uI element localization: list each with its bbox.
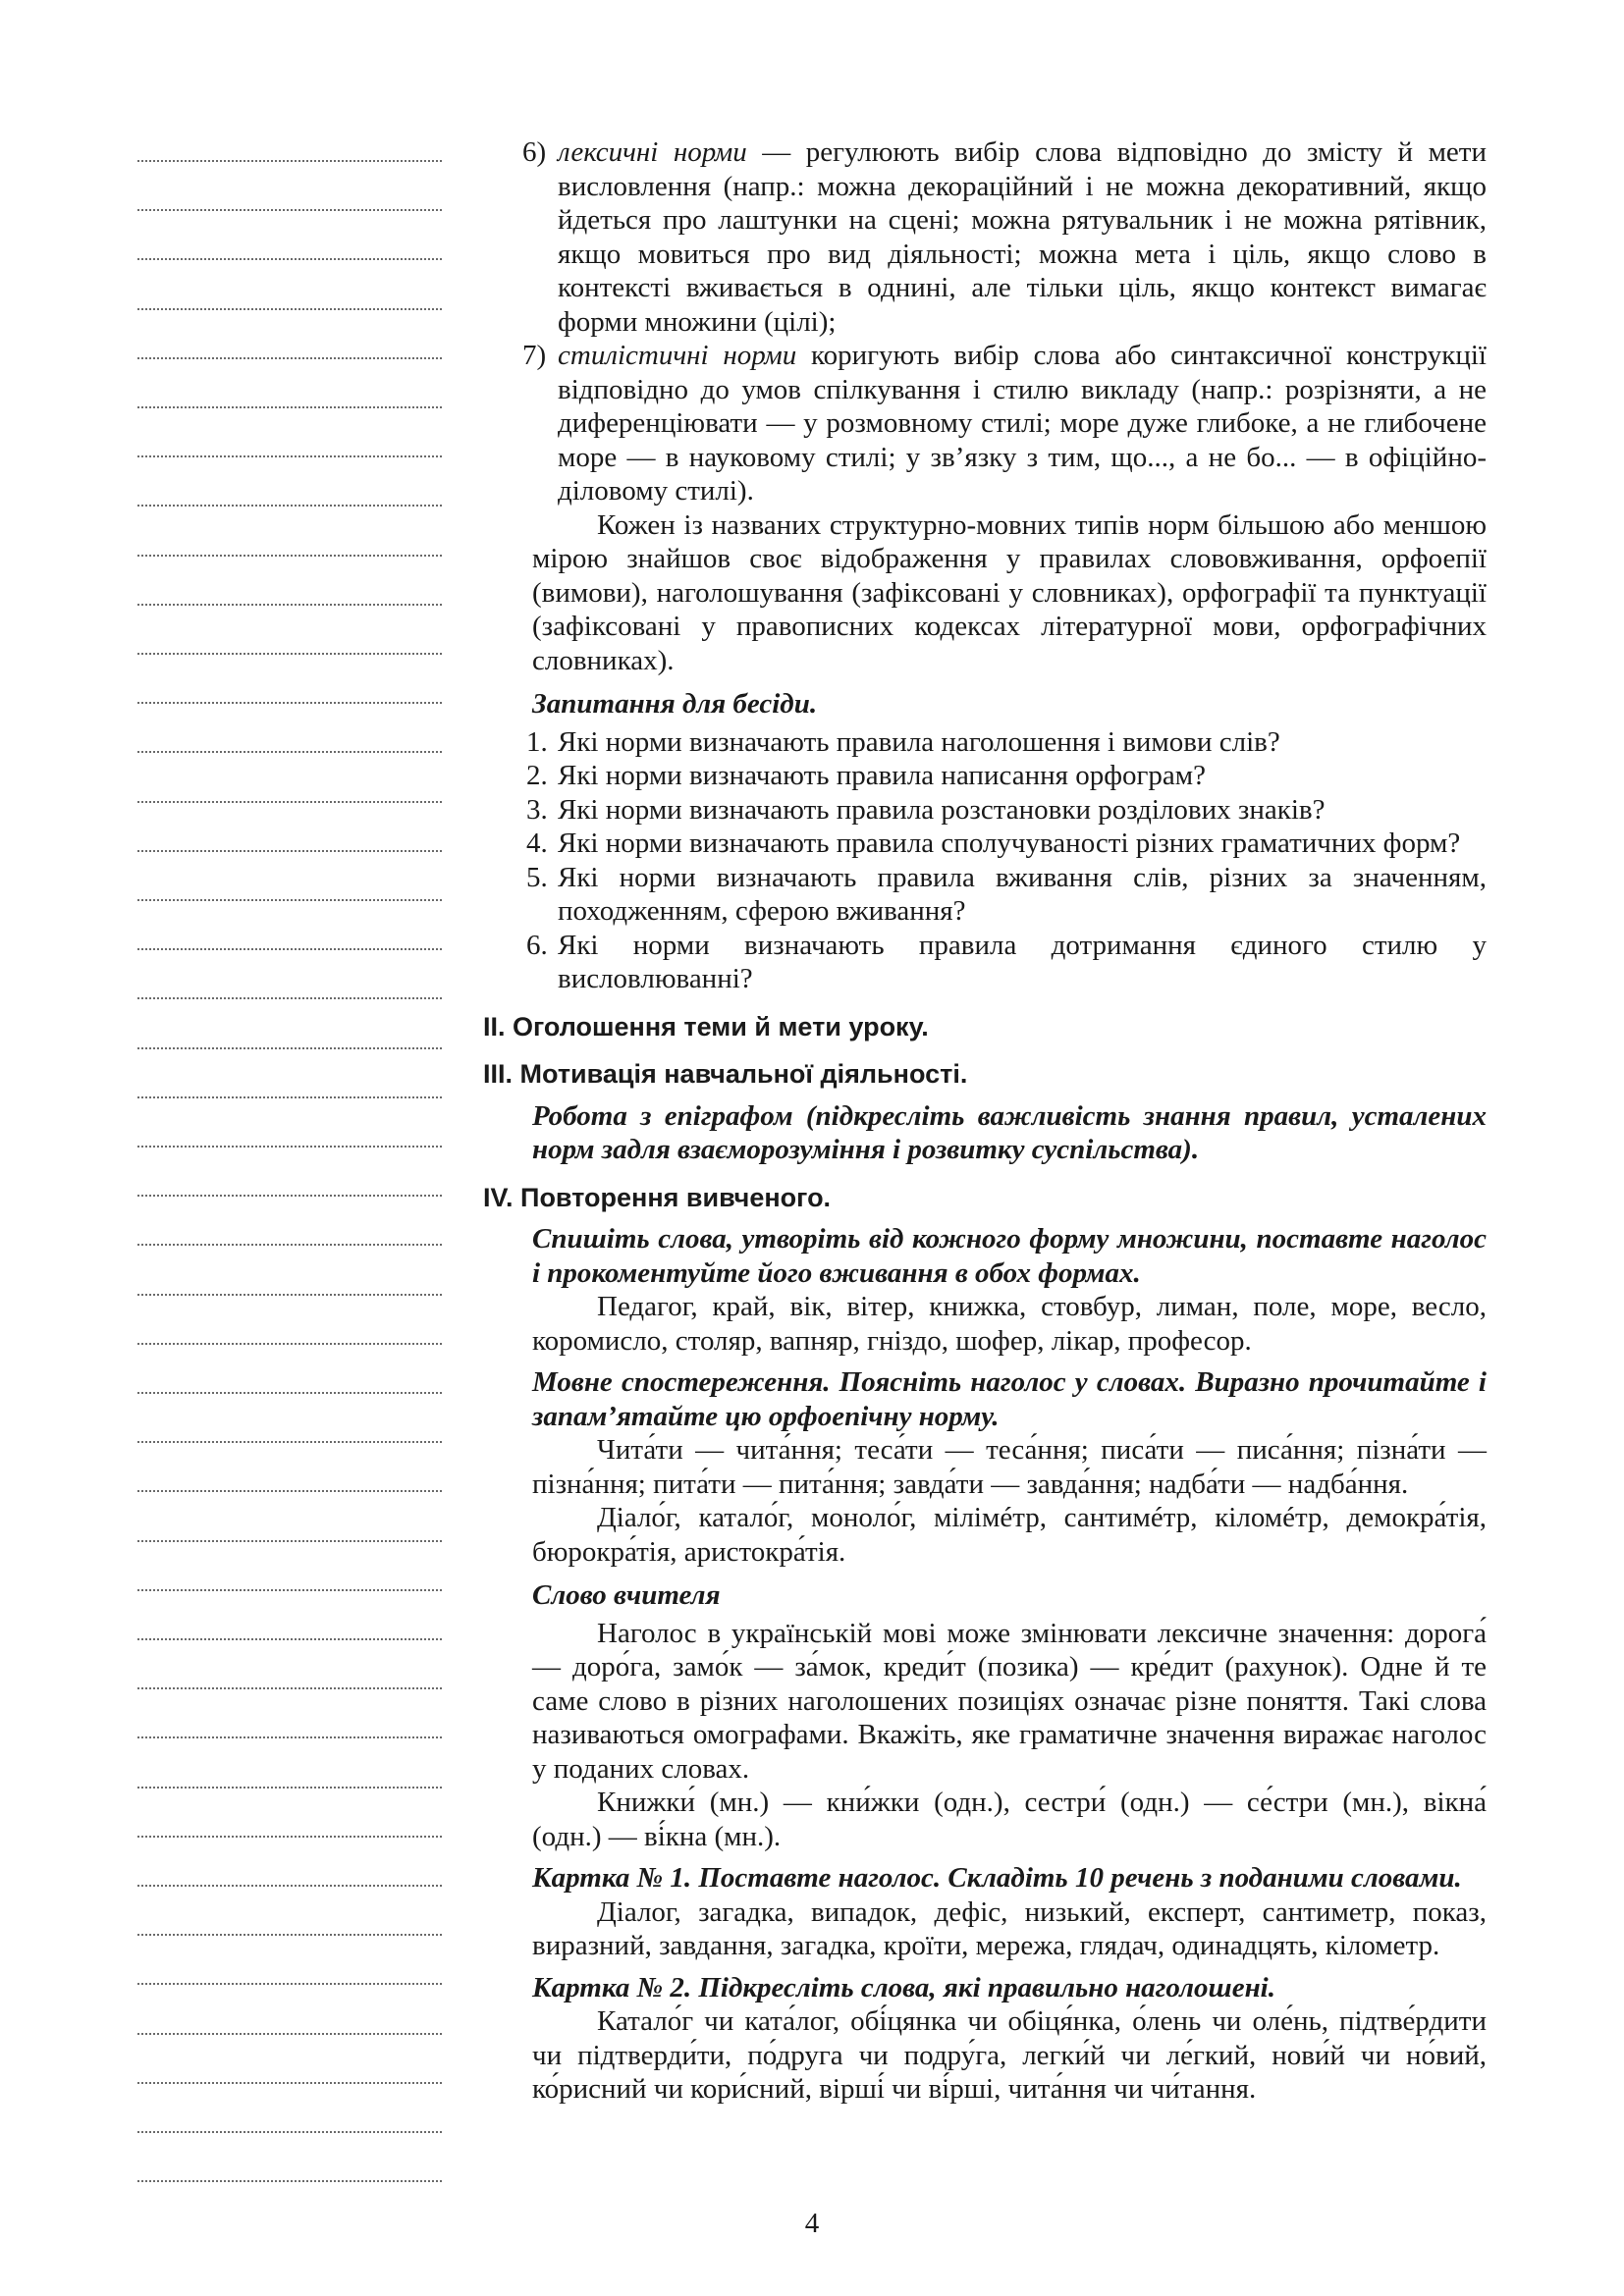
observation-line-1: Чита́ти — чита́ння; теса́ти — теса́ння; писа́ти — писа́ння; пізна́ти — пізна́ння; пита́ти — пита́ння; завда́ти — завда́ння; надба́ти — надба́ння.: [532, 1434, 1487, 1500]
norm-term: стилістичні норми: [558, 340, 797, 371]
question-item: [483, 725, 1487, 760]
question-text: Які норми визначають правила наголошення і вимови слів?: [558, 725, 1280, 758]
note-line: [137, 653, 442, 655]
teacher-examples: Книжки́ (мн.) — кни́жки (одн.), сестри́ (одн.) — се́стри (мн.), вікна́ (одн.) — ві́кна (мн.).: [532, 1787, 1487, 1852]
note-line: [137, 2033, 442, 2035]
questions-list: [483, 725, 1487, 996]
note-line: [137, 1540, 442, 1542]
note-line: [137, 1047, 442, 1049]
note-line: [137, 1836, 442, 1838]
note-line: [137, 1736, 442, 1738]
note-line: [137, 1294, 442, 1296]
note-line: [137, 1490, 442, 1492]
note-line: [137, 1983, 442, 1985]
note-line: [137, 2131, 442, 2133]
note-line: [137, 357, 442, 359]
note-line: [137, 1244, 442, 1246]
note-line: [137, 1146, 442, 1148]
summary-paragraph: Кожен із названих структурно-мовних типів норм більшою або меншою мірою знайшов своє відображення у правилах слововживання, орфоепії (вимови), наголошування (зафіксовані у словниках), орфографії та пунктуації (зафіксовані у правописних кодексах літературної мови, орфографічних словниках).: [532, 508, 1487, 676]
note-line: [137, 948, 442, 950]
note-line: [137, 555, 442, 557]
page-content: [483, 135, 1487, 2107]
note-line: [137, 2180, 442, 2182]
question-number: 1.: [526, 725, 548, 758]
question-number: 6.: [526, 929, 548, 961]
note-line: [137, 455, 442, 457]
observation-line-2: Діало́г, катало́г, моноло́г, мілімéтр, сантимéтр, кіломéтр, демокра́тія, бюрокра́тія, аристокра́тія.: [532, 1502, 1487, 1568]
note-line: [137, 209, 442, 211]
note-line: [137, 1441, 442, 1443]
note-line: [137, 850, 442, 852]
note-line: [137, 1589, 442, 1591]
note-line: [137, 1787, 442, 1789]
norm-number: 6): [522, 136, 547, 168]
note-line: [137, 604, 442, 606]
question-item: [483, 827, 1487, 861]
note-line: [137, 1195, 442, 1197]
words-plural: Педагог, край, вік, вітер, книжка, стовбур, лиман, поле, море, весло, коромисло, столяр, вапняр, гніздо, шофер, лікар, професор.: [532, 1291, 1487, 1357]
question-text: Які норми визначають правила дотримання єдиного стилю у висловлюванні?: [558, 929, 1487, 994]
note-line: [137, 258, 442, 260]
question-number: 3.: [526, 793, 548, 826]
norm-item-6: [483, 135, 1487, 339]
question-number: 4.: [526, 828, 548, 859]
question-text: Які норми визначають правила сполучуваності різних граматичних форм?: [558, 828, 1461, 859]
norm-item-7: [483, 339, 1487, 508]
question-text: Які норми визначають правила вживання слів, різних за значенням, походженням, сферою вживання?: [558, 861, 1487, 927]
note-line: [137, 308, 442, 310]
norm-text: — регулюють вибір слова відповідно до змісту й мети висловлення (напр.: можна декораційний і не можна декоративний, якщо йдеться про лаштунки на сцені; можна рятувальник і не можна рятівник, якщо мовиться про вид діяльності; можна мета і ціль, якщо слово в контексті вживається в однині, але тільки ціль, якщо контекст вимагає форми множини (цілі);: [558, 136, 1487, 338]
task-observation: Мовне спостереження. Поясніть наголос у словах. Виразно прочитайте і запам’ятайте цю орфоепічну норму.: [532, 1366, 1487, 1432]
teacher-heading: Слово вчителя: [532, 1579, 721, 1611]
question-text: Які норми визначають правила розстановки розділових знаків?: [558, 793, 1326, 826]
card1-words: Діалог, загадка, випадок, дефіс, низький, експерт, сантиметр, показ, виразний, завдання, загадка, кроїти, мережа, глядач, одинадцять, кілометр.: [532, 1896, 1487, 1961]
card2-words: Катало́г чи ката́лог, обі́цянка чи обіця́нка, о́лень чи оле́нь, підтве́рдити чи підтверди́ти, по́друга чи подру́га, легки́й чи ле́гкий, нови́й чи но́вий, ко́рисний чи кори́сний, вірші́ чи ві́рші, чита́ння чи чи́тання.: [532, 2005, 1487, 2105]
norm-term: лексичні норми: [558, 136, 747, 168]
note-line: [137, 899, 442, 901]
note-line: [137, 505, 442, 507]
note-line: [137, 1687, 442, 1689]
page-number: 4: [804, 2208, 820, 2239]
question-number: 5.: [526, 861, 548, 893]
note-line: [137, 997, 442, 999]
note-line: [137, 1343, 442, 1345]
question-item: [483, 861, 1487, 929]
note-line: [137, 1885, 442, 1887]
note-line: [137, 406, 442, 408]
question-text: Які норми визначають правила написання орфограм?: [558, 760, 1206, 791]
questions-heading: Запитання для бесіди.: [532, 688, 818, 720]
note-line: [137, 801, 442, 803]
margin-note-lines: [137, 0, 442, 2296]
task-plural: Спишіть слова, утворіть від кожного форму множини, поставте наголос і прокоментуйте його вживання в обох формах.: [532, 1223, 1487, 1289]
task-epigraph: Робота з епіграфом (підкресліть важливість знання правил, усталених норм задля взаєморозуміння і розвитку суспільства).: [532, 1099, 1487, 1165]
note-line: [137, 1096, 442, 1098]
section-heading-4: IV. Повторення вивченого.: [483, 1182, 832, 1212]
question-number: 2.: [526, 760, 548, 791]
norm-text: коригують вибір слова або синтаксичної конструкції відповідно до умов спілкування і стилю викладу (напр.: розрізняти, а не диференціювати — у розмовному стилі; море дуже глибоке, а не глибочене море — в науковому стилі; у зв’язку з тим, що..., а не бо... — в офіційно-діловому стилі).: [558, 340, 1487, 507]
note-line: [137, 751, 442, 753]
question-item: [483, 929, 1487, 996]
note-line: [137, 702, 442, 704]
note-line: [137, 2082, 442, 2084]
question-item: [483, 759, 1487, 793]
note-line: [137, 160, 442, 162]
note-line: [137, 1638, 442, 1640]
question-item: [483, 793, 1487, 828]
section-heading-3: III. Мотивація навчальної діяльності.: [483, 1059, 968, 1089]
card2-heading: Картка № 2. Підкресліть слова, які правильно наголошені.: [532, 1971, 1275, 2003]
norm-number: 7): [522, 340, 547, 371]
card1-heading: Картка № 1. Поставте наголос. Складіть 10 речень з поданими словами.: [532, 1862, 1462, 1894]
teacher-text: Наголос в українській мові може змінювати лексичне значення: дорога́ — доро́га, замо́к — за́мок, креди́т (позика) — кре́дит (рахунок). Одне й те саме слово в різних наголошених позиціях означає різне поняття. Такі слова називаються омографами. Вкажіть, яке граматичне значення виражає наголос у поданих словах.: [532, 1617, 1487, 1785]
note-line: [137, 1392, 442, 1394]
section-heading-2: II. Оголошення теми й мети уроку.: [483, 1011, 929, 1041]
note-line: [137, 1934, 442, 1936]
